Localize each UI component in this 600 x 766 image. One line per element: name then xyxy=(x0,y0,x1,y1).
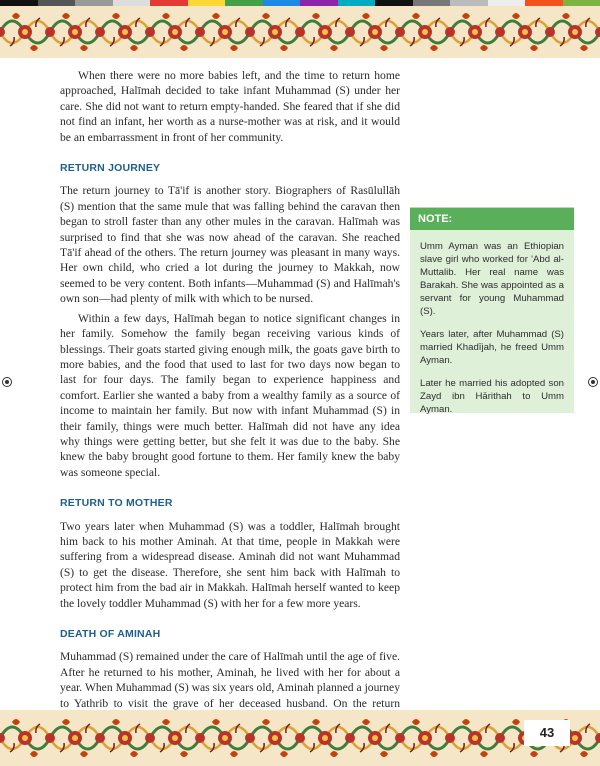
note-title: NOTE: xyxy=(410,208,574,230)
main-text-column xyxy=(60,68,400,746)
floral-border-bottom xyxy=(0,710,600,766)
note-paragraph: Later he married his adopted son Zayd ibn Hārithah to Umm Ayman. xyxy=(420,378,564,415)
note-body xyxy=(410,230,574,416)
registration-mark-right xyxy=(588,377,598,387)
page-number: 43 xyxy=(524,720,570,746)
paragraph: Within a few days, Halīmah began to notice significant changes in her family. Somehow the family began receiving various kinds of blessings. Their goats started giving enough milk, the goats gave birth to more babies, and the food that used to last for two days now began to last for four days. The family began to experience happiness and comfort. Earlier she wanted a baby from a wealthy family as a source of income to maintain her family. But now with infant Muhammad (S) in their family, things were much better. Halīmah did not have any idea why things were getting better, but she felt it was due to the baby. She knew the baby brought good fortune to them. Her family knew the baby was someone special. xyxy=(60,311,400,479)
note-box xyxy=(410,207,574,413)
heading-death-of-aminah: DEATH OF AMINAH xyxy=(60,628,161,640)
note-paragraph: Years later, after Muhammad (S) married Khadījah, he freed Umm Ayman. xyxy=(420,329,564,366)
floral-border-top xyxy=(0,0,600,60)
registration-mark-left xyxy=(2,377,12,387)
heading-return-to-mother: RETURN TO MOTHER xyxy=(60,497,173,510)
paragraph: Two years later when Muhammad (S) was a toddler, Halīmah brought him back to his mother Aminah. At that time, people in Makkah were suffering from a widespread disease. Aminah did not want Muhammad (S) to get the disease. Therefore, she sent him back with Halīmah to protect him from the bad air in Makkah. Halīmah herself wanted to keep the lovely toddler Muhammad (S) with her for a few more years. xyxy=(60,519,400,610)
paragraph: The return journey to Tā'if is another story. Biographers of Rasūlullāh (S) mention that the same mule that was falling behind the caravan then began to stroll faster than any other mules in the caravan. Halīmah was surprised to find that she was now ahead of the caravan. She reached Tā'if ahead of the others. The return journey was pleasant in many ways. Her own child, who cried a lot during the journey to Makkah, now seemed to be very content. Both infants—Muhammad (S) and Halīmah's own son—had plenty of milk with which to be nursed. xyxy=(60,184,400,306)
heading-return-journey: RETURN JOURNEY xyxy=(60,162,161,175)
note-paragraph: Umm Ayman was an Ethiopian slave girl who worked for 'Abd al-Muttalib. Her real name was Barakah. She was appointed as a servant for young Muhammad (S). xyxy=(420,241,564,317)
paragraph: Muhammad (S) remained under the care of Halīmah until the age of five. After he returned to his mother, Aminah, he lived with her for about a year. When Muhammad (S) was six years old, Aminah planned a journey to Yathrib to visit the grave of her deceased husband. On the return xyxy=(60,650,400,710)
intro-paragraph: When there were no more babies left, and the time to return home approached, Halīmah decided to take infant Muhammad (S) under her care. She did not want to return empty-handed. She feared that if she did not find an infant, her worth as a nurse-mother was at risk, and it would be an embarrassment in front of her community. xyxy=(60,69,400,144)
